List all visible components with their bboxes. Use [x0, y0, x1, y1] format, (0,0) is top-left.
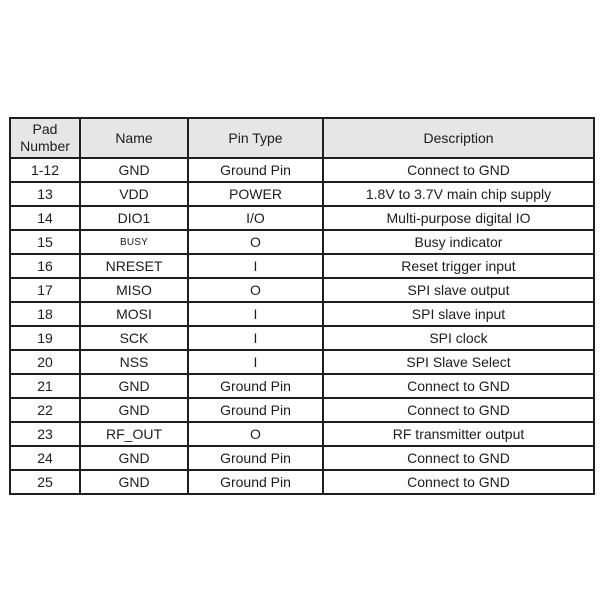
cell-pin-type: Ground Pin [188, 398, 323, 422]
table-row [10, 254, 594, 278]
table-row [10, 206, 594, 230]
cell-pin-type: O [188, 278, 323, 302]
cell-name: MISO [80, 278, 188, 302]
table-row [10, 422, 594, 446]
cell-pad-number: 20 [10, 350, 80, 374]
cell-pin-type: Ground Pin [188, 374, 323, 398]
cell-pad-number: 24 [10, 446, 80, 470]
cell-name: RF_OUT [80, 422, 188, 446]
cell-pad-number: 21 [10, 374, 80, 398]
table-row [10, 470, 594, 494]
cell-pad-number: 19 [10, 326, 80, 350]
cell-description: Connect to GND [323, 158, 594, 182]
table-row [10, 350, 594, 374]
column-header-pad-number: Pad Number [10, 118, 80, 158]
cell-description: SPI slave input [323, 302, 594, 326]
cell-description: SPI clock [323, 326, 594, 350]
cell-name: NRESET [80, 254, 188, 278]
cell-description: Connect to GND [323, 374, 594, 398]
cell-description: RF transmitter output [323, 422, 594, 446]
cell-pad-number: 17 [10, 278, 80, 302]
cell-pad-number: 16 [10, 254, 80, 278]
table-row [10, 326, 594, 350]
table-row [10, 398, 594, 422]
cell-name: GND [80, 374, 188, 398]
cell-description: Busy indicator [323, 230, 594, 254]
cell-description: SPI slave output [323, 278, 594, 302]
cell-pin-type: I [188, 350, 323, 374]
cell-pin-type: Ground Pin [188, 158, 323, 182]
table-row [10, 302, 594, 326]
cell-name: DIO1 [80, 206, 188, 230]
cell-name: VDD [80, 182, 188, 206]
cell-name: MOSI [80, 302, 188, 326]
cell-name: GND [80, 398, 188, 422]
cell-pin-type: Ground Pin [188, 446, 323, 470]
cell-name: GND [80, 470, 188, 494]
cell-description: 1.8V to 3.7V main chip supply [323, 182, 594, 206]
column-header-name: Name [80, 118, 188, 158]
cell-pad-number: 13 [10, 182, 80, 206]
cell-pad-number: 14 [10, 206, 80, 230]
cell-description: Connect to GND [323, 470, 594, 494]
column-header-description: Description [323, 118, 594, 158]
cell-name: NSS [80, 350, 188, 374]
cell-name: BUSY [80, 230, 188, 254]
cell-description: Multi-purpose digital IO [323, 206, 594, 230]
pinout-table [9, 117, 595, 495]
cell-description: SPI Slave Select [323, 350, 594, 374]
table-row [10, 182, 594, 206]
cell-pad-number: 1-12 [10, 158, 80, 182]
cell-pin-type: Ground Pin [188, 470, 323, 494]
cell-pad-number: 18 [10, 302, 80, 326]
cell-pin-type: I/O [188, 206, 323, 230]
cell-pin-type: I [188, 326, 323, 350]
cell-pad-number: 22 [10, 398, 80, 422]
cell-pin-type: O [188, 422, 323, 446]
cell-description: Connect to GND [323, 398, 594, 422]
cell-name: SCK [80, 326, 188, 350]
cell-description: Reset trigger input [323, 254, 594, 278]
cell-name: GND [80, 446, 188, 470]
cell-pin-type: POWER [188, 182, 323, 206]
table-row [10, 278, 594, 302]
cell-description: Connect to GND [323, 446, 594, 470]
cell-pin-type: I [188, 302, 323, 326]
cell-pin-type: O [188, 230, 323, 254]
cell-pad-number: 23 [10, 422, 80, 446]
table-row [10, 158, 594, 182]
table-row [10, 374, 594, 398]
cell-name: GND [80, 158, 188, 182]
table-row [10, 230, 594, 254]
cell-pad-number: 25 [10, 470, 80, 494]
column-header-pin-type: Pin Type [188, 118, 323, 158]
cell-pad-number: 15 [10, 230, 80, 254]
table-header-row [10, 118, 594, 158]
cell-pin-type: I [188, 254, 323, 278]
table-row [10, 446, 594, 470]
